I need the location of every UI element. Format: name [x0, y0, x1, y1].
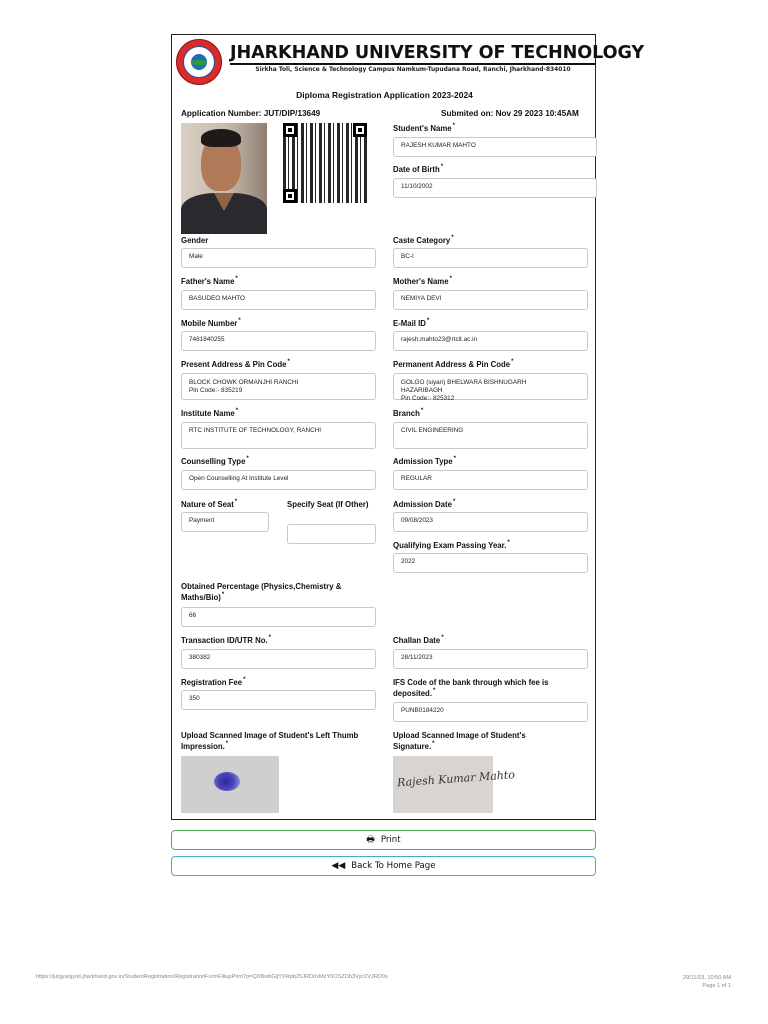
specify-seat-field[interactable]: [287, 524, 376, 544]
fee-label: Registration Fee*: [181, 677, 246, 687]
university-address: Sirkha Toli, Science & Technology Campus Namkum-Tupudana Road, Ranchi, Jharkhand-834010: [255, 67, 571, 73]
signature-image: Rajesh Kumar Mahto: [393, 756, 493, 813]
form-title: Diploma Registration Application 2023-2024: [296, 90, 473, 100]
qualifying-year-label: Qualifying Exam Passing Year.*: [393, 540, 510, 550]
gender-label: Gender: [181, 236, 209, 245]
institute-field[interactable]: RTC INSTITUTE OF TECHNOLOGY, RANCHI: [181, 422, 376, 449]
ifsc-field[interactable]: PUNB0184220: [393, 702, 588, 722]
thumb-impression-image: [181, 756, 279, 813]
student-name-field[interactable]: RAJESH KUMAR MAHTO: [393, 137, 597, 157]
footer-url: https://jutgyanjyoti.jharkhand.gov.in/StudentRegistration/RegistrationFormFillupPrint?p=QXBwbGljYXRpb25JRD0xMzY0OSZDb3Vyc2VJRD0x: [36, 974, 388, 980]
branch-field[interactable]: CIVIL ENGINEERING: [393, 422, 588, 449]
caste-label: Caste Category*: [393, 235, 454, 245]
submitted-on: Submited on: Nov 29 2023 10:45AM: [441, 109, 579, 118]
fee-field[interactable]: 350: [181, 690, 376, 710]
admission-type-label: Admission Type*: [393, 456, 456, 466]
title-divider: [230, 63, 596, 65]
thumb-label: Upload Scanned Image of Student's Left Thumb Impression.*: [181, 731, 359, 751]
ifsc-label: IFS Code of the bank through which fee is deposited.*: [393, 678, 549, 698]
present-address-field[interactable]: BLOCK CHOWK ORMANJHI RANCHI Pin Code:- 835219: [181, 373, 376, 400]
specify-seat-label: Specify Seat (If Other): [287, 500, 369, 509]
permanent-address-label: Permanent Address & Pin Code*: [393, 359, 514, 369]
nature-of-seat-field[interactable]: Payment: [181, 512, 269, 532]
gender-field[interactable]: Male: [181, 248, 376, 268]
admission-date-label: Admission Date*: [393, 499, 456, 509]
dob-field[interactable]: 11/10/2002: [393, 178, 597, 198]
institute-label: Institute Name*: [181, 408, 239, 418]
caste-field[interactable]: BC-I: [393, 248, 588, 268]
nature-of-seat-label: Nature of Seat*: [181, 499, 238, 509]
admission-date-field[interactable]: 09/08/2023: [393, 512, 588, 532]
student-name-label: Student's Name*: [393, 123, 455, 133]
challan-date-label: Challan Date*: [393, 635, 444, 645]
backward-icon: ◀◀: [331, 861, 346, 871]
print-label: Print: [380, 835, 401, 845]
percentage-label: Obtained Percentage (Physics,Chemistry & Maths/Bio)*: [181, 582, 342, 602]
counselling-label: Counselling Type*: [181, 456, 249, 466]
footer-page: Page 1 of 1: [702, 983, 731, 989]
email-field[interactable]: rajesh.mahto23@rtcit.ac.in: [393, 331, 588, 351]
qr-code-icon: [283, 123, 367, 203]
percentage-field[interactable]: 66: [181, 607, 376, 627]
admission-type-field[interactable]: REGULAR: [393, 470, 588, 490]
transaction-field[interactable]: 380382: [181, 649, 376, 669]
university-title: JHARKHAND UNIVERSITY OF TECHNOLOGY: [230, 43, 645, 63]
university-logo-icon: [176, 39, 222, 85]
footer-info: [683, 974, 731, 990]
qualifying-year-field[interactable]: 2022: [393, 553, 588, 573]
permanent-address-field[interactable]: GOLGO (siyari) BHELWARA BISHNUGARH HAZARIBAGH Pin Code:- 825312: [393, 373, 588, 400]
mobile-label: Mobile Number*: [181, 318, 241, 328]
counselling-field[interactable]: Open Counselling At Institute Level: [181, 470, 376, 490]
registration-form: [171, 34, 645, 820]
branch-label: Branch*: [393, 408, 424, 418]
dob-label: Date of Birth*: [393, 164, 444, 174]
challan-date-field[interactable]: 28/11/2023: [393, 649, 588, 669]
father-name-field[interactable]: BASUDEO MAHTO: [181, 290, 376, 310]
signature-label: Upload Scanned Image of Student's Signature.*: [393, 731, 526, 751]
back-to-home-button[interactable]: [171, 856, 596, 876]
printer-icon: 🖶: [366, 835, 375, 845]
father-name-label: Father's Name*: [181, 276, 238, 286]
email-label: E-Mail ID*: [393, 318, 430, 328]
back-to-home-label: Back To Home Page: [351, 861, 436, 871]
footer-datetime: 29/11/23, 10:50 AM: [682, 975, 731, 981]
student-photo: [181, 123, 267, 234]
mother-name-field[interactable]: NEMIYA DEVI: [393, 290, 588, 310]
transaction-label: Transaction ID/UTR No.*: [181, 635, 271, 645]
application-number: Application Number: JUT/DIP/13649: [181, 109, 321, 118]
mother-name-label: Mother's Name*: [393, 276, 452, 286]
present-address-label: Present Address & Pin Code*: [181, 359, 290, 369]
mobile-field[interactable]: 7481840255: [181, 331, 376, 351]
print-button[interactable]: [171, 830, 596, 850]
